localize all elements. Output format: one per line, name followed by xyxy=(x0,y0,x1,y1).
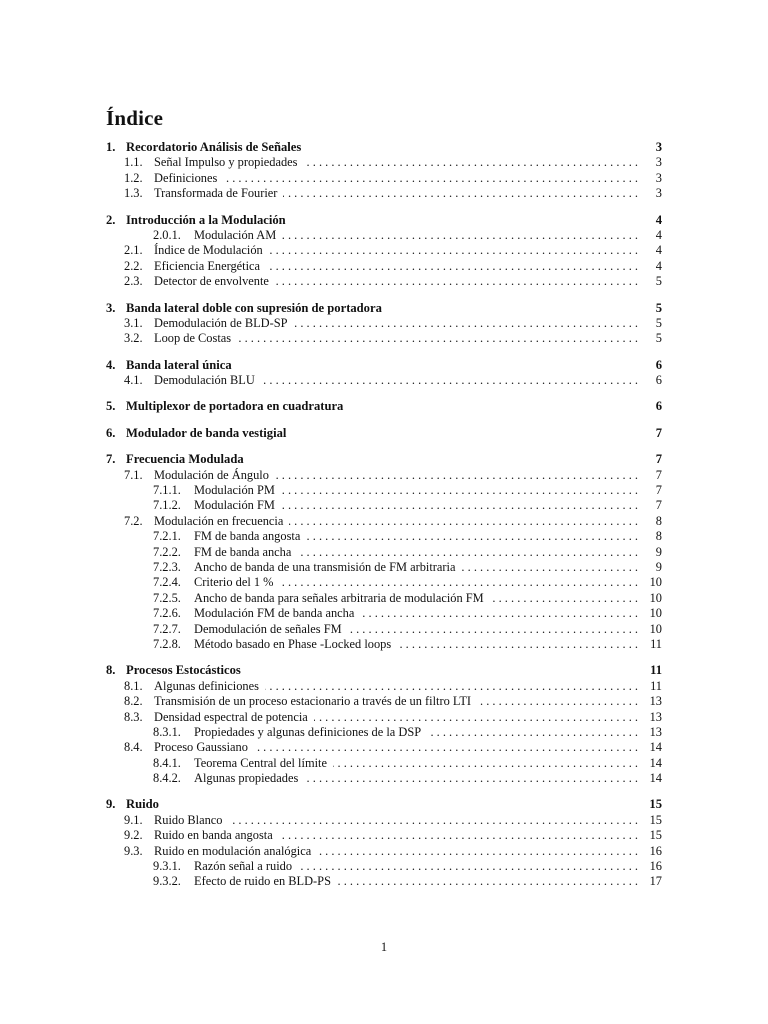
toc-entry-number: 8. xyxy=(106,663,116,678)
toc-entry-title: Ancho de banda para señales arbitraria de modulación FM xyxy=(194,590,484,605)
toc-entry-page: 10 xyxy=(649,606,662,621)
toc-section-entry[interactable] xyxy=(106,679,662,694)
toc-entry-number: 7.2.7. xyxy=(153,621,181,636)
dot-leader xyxy=(275,468,638,483)
toc-entry-number: 5. xyxy=(106,399,116,414)
toc-entry-number: 8.4.2. xyxy=(153,771,181,786)
toc-entry-number: 7.1.1. xyxy=(153,483,181,498)
toc-entry-title: Índice de Modulación xyxy=(154,243,263,258)
toc-subsection-entry[interactable] xyxy=(106,622,662,637)
toc-entry-page: 9 xyxy=(655,559,662,574)
dot-leader xyxy=(237,331,638,346)
dot-leader xyxy=(490,591,638,606)
dot-leader xyxy=(477,694,638,709)
toc-chapter-entry[interactable] xyxy=(106,797,662,812)
toc-entry-page: 4 xyxy=(655,227,662,242)
toc-chapter-entry[interactable] xyxy=(106,452,662,467)
toc-entry-title: Proceso Gaussiano xyxy=(154,740,248,755)
toc-section-entry[interactable] xyxy=(106,694,662,709)
toc-entry-number: 7.2.3. xyxy=(153,559,181,574)
toc-entry-title: Loop de Costas xyxy=(154,331,232,346)
toc-entry-number: 1.2. xyxy=(124,170,143,185)
toc-entry-number: 4. xyxy=(106,357,116,372)
toc-subsection-entry[interactable] xyxy=(106,575,662,590)
toc-section-entry[interactable] xyxy=(106,813,662,828)
toc-entry-page: 5 xyxy=(655,274,662,289)
toc-entry-title: Detector de envolvente xyxy=(154,274,269,289)
toc-entry-page: 13 xyxy=(649,709,662,724)
dot-leader xyxy=(304,771,638,786)
toc-entry-title: Ancho de banda de una transmisión de FM arbitraria xyxy=(194,559,456,574)
toc-entry-title: Criterio del 1 % xyxy=(194,575,274,590)
toc-entry-page: 7 xyxy=(655,498,662,513)
toc-entry-page: 14 xyxy=(649,755,662,770)
toc-chapter xyxy=(106,426,662,441)
dot-leader xyxy=(281,483,638,498)
toc-entry-page: 3 xyxy=(655,186,662,201)
toc-entry-number: 8.4. xyxy=(124,740,143,755)
dot-leader xyxy=(280,575,639,590)
toc-entry-number: 2.2. xyxy=(124,258,143,273)
toc-entry-title: Banda lateral única xyxy=(126,357,232,372)
dot-leader xyxy=(281,498,638,513)
dot-leader xyxy=(297,545,638,560)
toc-chapter xyxy=(106,301,662,347)
toc-entry-title: Transmisión de un proceso estacionario a través de un filtro LTI xyxy=(154,694,472,709)
toc-subsection-entry[interactable] xyxy=(106,529,662,544)
toc-entry-title: FM de banda ancha xyxy=(194,544,292,559)
toc-entry-page: 11 xyxy=(650,678,662,693)
toc-chapter-entry[interactable] xyxy=(106,301,662,316)
toc-section-entry[interactable] xyxy=(106,468,662,483)
toc-entry-number: 1.3. xyxy=(124,186,143,201)
dot-leader xyxy=(229,813,639,828)
toc-entry-title: Demodulación de señales FM xyxy=(194,621,342,636)
toc-chapter xyxy=(106,399,662,414)
toc-entry-title: FM de banda angosta xyxy=(194,529,301,544)
toc-entry-title: Modulación en frecuencia xyxy=(154,513,284,528)
dot-leader xyxy=(360,606,638,621)
toc-entry-number: 2.3. xyxy=(124,274,143,289)
toc-entry-number: 9.2. xyxy=(124,828,143,843)
toc-entry-page: 3 xyxy=(655,155,662,170)
toc-entry-page: 10 xyxy=(649,590,662,605)
dot-leader xyxy=(298,859,638,874)
toc-section-entry[interactable] xyxy=(106,316,662,331)
toc-entry-number: 8.1. xyxy=(124,678,143,693)
toc-entry-title: Demodulación de BLD-SP xyxy=(154,315,288,330)
toc-entry-title: Recordatorio Análisis de Señales xyxy=(126,140,302,154)
toc-entry-page: 4 xyxy=(655,258,662,273)
toc-subsection-entry[interactable] xyxy=(106,771,662,786)
toc-section-entry[interactable] xyxy=(106,186,662,201)
toc-chapter xyxy=(106,797,662,889)
toc-section-entry[interactable] xyxy=(106,373,662,388)
toc-entry-title: Modulación PM xyxy=(194,483,275,498)
dot-leader xyxy=(223,171,638,186)
toc-entry-page: 8 xyxy=(655,529,662,544)
toc-section-entry[interactable] xyxy=(106,828,662,843)
dot-leader xyxy=(282,228,638,243)
toc-subsection-entry[interactable] xyxy=(106,756,662,771)
toc-chapter-entry[interactable] xyxy=(106,426,662,441)
toc-entry-number: 7.2. xyxy=(124,513,143,528)
toc-entry-number: 8.4.1. xyxy=(153,755,181,770)
toc-entry-number: 8.3. xyxy=(124,709,143,724)
toc-entry-page: 7 xyxy=(655,452,662,467)
toc-entry-title: Ruido en banda angosta xyxy=(154,828,273,843)
toc-entry-title: Banda lateral doble con supresión de portadora xyxy=(126,300,382,315)
toc-entry-title: Modulación AM xyxy=(194,227,277,242)
toc-entry-page: 10 xyxy=(649,575,662,590)
toc-entry-number: 9.1. xyxy=(124,812,143,827)
toc-entry-page: 8 xyxy=(655,513,662,528)
toc-entry-page: 16 xyxy=(649,843,662,858)
toc-entry-title: Algunas definiciones xyxy=(154,678,259,693)
dot-leader xyxy=(265,679,638,694)
page-number: 1 xyxy=(380,940,388,954)
toc-entry-number: 7.2.5. xyxy=(153,590,181,605)
toc-entry-title: Eficiencia Energética xyxy=(154,258,261,273)
dot-leader xyxy=(348,622,638,637)
dot-leader xyxy=(317,844,638,859)
toc-entry-page: 14 xyxy=(649,771,662,786)
toc-section-entry[interactable] xyxy=(106,274,662,289)
toc-entry-number: 2.0.1. xyxy=(153,227,181,242)
toc-subsection-entry[interactable] xyxy=(106,859,662,874)
toc-entry-title: Teorema Central del límite xyxy=(194,755,327,770)
toc-entry-number: 7.2.6. xyxy=(153,606,181,621)
toc-entry-title: Razón señal a ruido xyxy=(194,859,293,874)
toc-entry-title: Ruido en modulación analógica xyxy=(154,843,312,858)
toc-entry-page: 14 xyxy=(649,740,662,755)
toc-entry-number: 8.2. xyxy=(124,694,143,709)
toc-entry-number: 9.3.1. xyxy=(153,859,181,874)
toc-section-entry[interactable] xyxy=(106,740,662,755)
toc-chapter xyxy=(106,140,662,202)
toc-section-entry[interactable] xyxy=(106,844,662,859)
toc-entry-title: Densidad espectral de potencia xyxy=(154,709,308,724)
toc-entry-number: 2.1. xyxy=(124,243,143,258)
toc-entry-number: 7.2.1. xyxy=(153,529,181,544)
toc-entry-page: 5 xyxy=(655,315,662,330)
toc-subsection-entry[interactable] xyxy=(106,483,662,498)
dot-leader xyxy=(306,529,638,544)
dot-leader xyxy=(337,874,638,889)
toc-entry-page: 11 xyxy=(650,636,662,651)
toc-entry-page: 16 xyxy=(649,859,662,874)
toc-entry-page: 6 xyxy=(655,357,662,372)
toc-section-entry[interactable] xyxy=(106,243,662,258)
toc-entry-number: 2. xyxy=(106,212,116,227)
toc-entry-title: Efecto de ruido en BLD-PS xyxy=(194,874,331,889)
toc-entry-number: 7. xyxy=(106,452,116,467)
toc-section-entry[interactable] xyxy=(106,155,662,170)
toc-entry-title: Transformada de Fourier xyxy=(154,186,278,201)
toc-entry-title: Demodulación BLU xyxy=(154,373,255,388)
toc-chapter xyxy=(106,213,662,290)
toc-entry-title: Ruido Blanco xyxy=(154,812,223,827)
toc-entry-title: Modulación de Ángulo xyxy=(154,467,269,482)
toc-entry-number: 8.3.1. xyxy=(153,724,181,739)
toc-entry-page: 15 xyxy=(649,797,662,812)
dot-leader xyxy=(283,186,638,201)
toc-entry-number: 7.1. xyxy=(124,467,143,482)
toc-entry-number: 4.1. xyxy=(124,373,143,388)
toc-entry-page: 5 xyxy=(655,331,662,346)
dot-leader xyxy=(462,560,638,575)
dot-leader xyxy=(333,756,638,771)
toc-subsection-entry[interactable] xyxy=(106,498,662,513)
toc-entry-page: 6 xyxy=(655,399,662,414)
toc-entry-number: 9.3. xyxy=(124,843,143,858)
toc-chapter-entry[interactable] xyxy=(106,358,662,373)
toc-subsection-entry[interactable] xyxy=(106,545,662,560)
dot-leader xyxy=(269,243,638,258)
dot-leader xyxy=(427,725,638,740)
toc-entry-title: Introducción a la Modulación xyxy=(126,212,286,227)
toc-entry-number: 7.2.2. xyxy=(153,544,181,559)
toc-entry-page: 11 xyxy=(650,663,662,678)
toc-subsection-entry[interactable] xyxy=(106,560,662,575)
page-title: Índice xyxy=(106,106,164,130)
toc-subsection-entry[interactable] xyxy=(106,606,662,621)
toc-entry-title: Modulador de banda vestigial xyxy=(126,425,287,440)
toc-entry-title: Frecuencia Modulada xyxy=(126,452,244,467)
toc-entry-title: Método basado en Phase -Locked loops xyxy=(194,636,392,651)
toc-entry-page: 7 xyxy=(655,483,662,498)
toc-chapter xyxy=(106,663,662,786)
toc-section-entry[interactable] xyxy=(106,259,662,274)
toc-entry-number: 7.1.2. xyxy=(153,498,181,513)
toc-entry-number: 7.2.8. xyxy=(153,636,181,651)
toc-entry-page: 6 xyxy=(655,373,662,388)
toc-entry-number: 3.1. xyxy=(124,315,143,330)
toc-entry-page: 13 xyxy=(649,724,662,739)
toc-entry-page: 3 xyxy=(655,140,662,154)
toc-entry-number: 1. xyxy=(106,140,116,154)
toc-entry-page: 15 xyxy=(649,828,662,843)
toc-entry-title: Procesos Estocásticos xyxy=(126,663,241,678)
toc-entry-page: 4 xyxy=(655,212,662,227)
toc-entry-number: 3.2. xyxy=(124,331,143,346)
toc-entry-title: Ruido xyxy=(126,797,159,812)
toc-entry-page: 15 xyxy=(649,812,662,827)
toc-entry-page: 4 xyxy=(655,243,662,258)
toc-entry-page: 9 xyxy=(655,544,662,559)
toc-entry-page: 7 xyxy=(655,467,662,482)
toc-entry-number: 3. xyxy=(106,300,116,315)
toc-entry-title: Modulación FM xyxy=(194,498,275,513)
dot-leader xyxy=(397,637,638,652)
toc-entry-title: Modulación FM de banda ancha xyxy=(194,606,355,621)
dot-leader xyxy=(304,155,639,170)
toc-entry-page: 13 xyxy=(649,694,662,709)
dot-leader xyxy=(275,274,638,289)
toc-section-entry[interactable] xyxy=(106,514,662,529)
toc-entry-page: 5 xyxy=(655,300,662,315)
toc-entry-page: 7 xyxy=(655,425,662,440)
toc-subsection-entry[interactable] xyxy=(106,725,662,740)
toc-entry-number: 7.2.4. xyxy=(153,575,181,590)
toc-subsection-entry[interactable] xyxy=(106,228,662,243)
toc-section-entry[interactable] xyxy=(106,331,662,346)
toc-entry-number: 6. xyxy=(106,425,116,440)
toc-entry-number: 9.3.2. xyxy=(153,874,181,889)
toc-section-entry[interactable] xyxy=(106,710,662,725)
toc-entry-title: Señal Impulso y propiedades xyxy=(154,155,298,170)
dot-leader xyxy=(314,710,638,725)
toc-entry-page: 10 xyxy=(649,621,662,636)
table-of-contents xyxy=(106,140,662,890)
toc-chapter xyxy=(106,358,662,389)
toc-subsection-entry[interactable] xyxy=(106,874,662,889)
toc-chapter-entry[interactable] xyxy=(106,663,662,678)
dot-leader xyxy=(279,828,638,843)
toc-chapter xyxy=(106,452,662,652)
toc-entry-page: 3 xyxy=(655,170,662,185)
toc-chapter-entry[interactable] xyxy=(106,213,662,228)
dot-leader xyxy=(289,514,638,529)
toc-entry-title: Multiplexor de portadora en cuadratura xyxy=(126,399,344,414)
toc-chapter-entry[interactable] xyxy=(106,399,662,414)
toc-section-entry[interactable] xyxy=(106,171,662,186)
toc-chapter-entry[interactable] xyxy=(106,140,662,155)
toc-entry-number: 9. xyxy=(106,797,116,812)
toc-subsection-entry[interactable] xyxy=(106,637,662,652)
toc-entry-title: Definiciones xyxy=(154,170,218,185)
toc-entry-title: Propiedades y algunas definiciones de la DSP xyxy=(194,724,422,739)
toc-entry-number: 1.1. xyxy=(124,155,143,170)
toc-entry-page: 17 xyxy=(649,874,662,889)
dot-leader xyxy=(254,740,638,755)
dot-leader xyxy=(261,373,638,388)
dot-leader xyxy=(294,316,638,331)
dot-leader xyxy=(266,259,638,274)
toc-subsection-entry[interactable] xyxy=(106,591,662,606)
toc-entry-title: Algunas propiedades xyxy=(194,771,299,786)
